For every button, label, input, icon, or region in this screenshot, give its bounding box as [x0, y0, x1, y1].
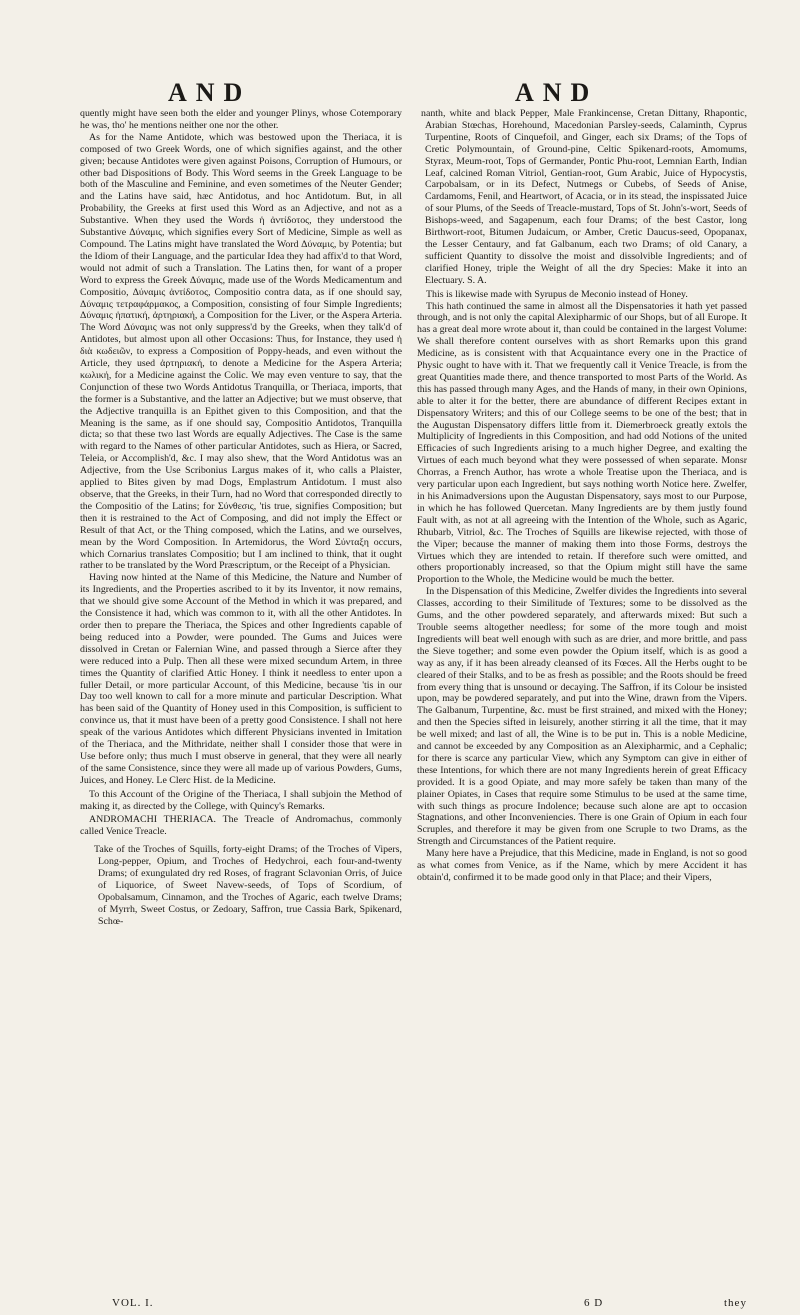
- left-column: [80, 108, 402, 928]
- paragraph: Many here have a Prejudice, that this Medicine, made in England, is not so good as what comes from Venice, as if the Name, which by mere Accident it has obtain'd, confirmed it to be made good only in that Place; and their Vipers,: [417, 848, 747, 883]
- right-column: [417, 108, 747, 884]
- signature-mark: 6 D: [584, 1297, 604, 1309]
- recipe-text: nanth, white and black Pepper, Male Frankincense, Cretan Dittany, Rhapontic, Arabian Stœchas, Horehound, Macedonian Parsley-seeds, Calaminth, Cyprus Turpentine, Roots of Cinquefoil, and Ginger, each six Drams; of the Tops of Cretic Polymountain, of Ground-pine, Celtic Spikenard-roots, Amomums, Styrax, Meum-root, Tops of Germander, Pontic Phu-root, Lemnian Earth, Indian Leaf, calcined Roman Vitriol, Gentian-root, Gum Arabic, Juice of Hypocystis, Carpobalsam, or in its Defect, Nutmegs or Cubebs, of Seeds of Anise, Cardamoms, Fenil, and Heartwort, of Acacia, or in its stead, the inspissated Juice of sour Plums, of the Seeds of Treacle-mustard, Tops of St. John's-wort, Seeds of Bishops-weed, and Sagapenum, each four Drams; of the best Castor, long Birthwort-root, Bitumen Judaicum, or Amber, Cretic Daucus-seed, Opopanax, the Lesser Centaury, and fat Galbanum, each two Drams; of old Canary, a sufficient Quantity to dissolve the moist and dissolvible Ingredients; and of clarified Honey, triple the Weight of all the dry Species: Make it into an Electuary. S. A.: [421, 108, 747, 286]
- recipe-text: Take of the Troches of Squills, forty-eight Drams; of the Troches of Vipers, Long-pepper, Opium, and Troches of Hedychroi, each four-and-twenty Drams; of exungulated dry red Roses, of fragrant Sclavonian Orris, of Juice of Liquorice, of Sweet Navew-seeds, of Tops of Scordium, of Opobalsamum, Cinnamon, and the Troches of Agaric, each twelve Drams; of Myrrh, Sweet Costus, or Zedoary, Saffron, true Cassia Bark, Spikenard, Schœ-: [94, 844, 402, 927]
- paragraph: quently might have seen both the elder and younger Plinys, whose Cotemporary he was, tho' he mentions neither one nor the other.: [80, 108, 402, 131]
- paragraph: In the Dispensation of this Medicine, Zwelfer divides the Ingredients into several Classes, according to their Similitude of Textures; some to be dissolved as the Gums, and the other powdered separately, and afterwards mixed: But such a Trouble seems altogether needless; for some of the more tough and moist Ingredients will beat well enough with such as are drier, and more brittle, and pass the Sieve together; and some even powder the Opium itself, which is as good a way as any, if it has been already cleansed of its Fœces. All the Herbs ought to be cleared of their Stalks, and to be as fresh as possible; and the Roots should be freed from every thing that is unsound or decaying. The Saffron, if its Colour be insisted upon, may be powdered separately, and put into the Wine, drawn from the Vipers. The Galbanum, Turpentine, &c. must be first strained, and mixed with the Honey; and then the Species sifted in leisurely, another stirring it all the time, that it may be well mixed; and last of all, the Wine is to be put in. This is a noble Medicine, and cannot be exceeded by any Composition as an Alexipharmic, and a Cephalic; for there is scarce any particular View, which any Symptom can give in either of these Intentions, for which there are not many Ingredients herein of great Efficacy provided. It is a good Opiate, and may more safely be taken than many of the plainer Opiates, in Cases that require some Stimulus to be used at the same time, with such things as procure Indolence; because such alone are apt to occasion Stagnations, and other Inconveniencies. There is one Grain of Opium in each four Scruples, and therefore it may be given from one Scruple to two Drams, as the Strength and Circumstances of the Patient require.: [417, 586, 747, 848]
- paragraph: To this Account of the Origine of the Theriaca, I shall subjoin the Method of making it, as directed by the College, with Quincy's Remarks.: [80, 788, 402, 812]
- recipe-heading: ANDROMACHI THERIACA. The Treacle of Andromachus, commonly called Venice Treacle.: [80, 814, 402, 838]
- catchword: they: [724, 1297, 747, 1309]
- paragraph: This hath continued the same in almost all the Dispensatories it hath yet passed through, and is not only the capital Alexipharmic of our Shops, but of all Europe. It has a great deal more wrote about it, than could be contained in the largest Volume: We shall therefore content ourselves with as short Remarks upon this grand Medicine, as is consistent with that Acquaintance every one in the Practice of Physic ought to have with it. That we frequently call it Venice Treacle, is from the great Quantities made there, and thence transported to most Parts of the World. As this has passed through many Ages, and the Hands of many, in their own Opinions, able to alter it for the better, there are abundance of different Recipes extant in Dispensatory Writers; and this of our College seems to be one of the best; that in the Augustan Dispensatory differs little from it. Diemerbroeck greatly extols the Multiplicity of Ingredients in this Composition, and had odd Notions of the united Efficacies of such Ingredients arising to a much higher Degree, and exalting the Virtues of each much beyond what they were possessed of when separate. Monsr Chorras, a French Author, has wrote a whole Treatise upon the Theriaca, and is very particular upon each Ingredient, but says nothing worth Notice here. Zwelfer, in his Animadversions upon the Augustan Dispensatory, says most to our Purpose, in which he has followed Quercetan. Many Ingredients are by them justly found Fault with, as not at all agreeing with the Intention of the Whole, such as Agaric, Rhubarb, Vitriol, &c. The Troches of Squills are likewise rejected, with those of the Viper; because the manner of making them into those Forms, destroys the Virtues which they are intended to retain. If therefore such were omitted, and others proportionably increased, so that the Opium might still have the same Proportion to the Whole, the Medicine would be much the better.: [417, 300, 747, 586]
- running-head-left: AND: [168, 78, 252, 107]
- recipe-block: [80, 844, 402, 927]
- volume-number: VOL. I.: [112, 1297, 154, 1309]
- paragraph: This is likewise made with Syrupus de Meconio instead of Honey.: [426, 288, 688, 300]
- paragraph: Having now hinted at the Name of this Medicine, the Nature and Number of its Ingredients, and the Properties ascribed to it by its Inventor, it now remains, that we should give some Account of the Method in which it was prepared, and the Consistence it had, which was common to it, with all the other Antidotes. In order then to prepare the Theriaca, the Spices and other Ingredients capable of being reduced into a Powder, were pounded. The Gums and Juices were dissolved in Cretan or Falernian Wine, and passed through a Sierce after they were reduced into a Pulp. Then all these were mixed secundum Artem, in three times the Quantity of clarified Attic Honey. I think it needless to enter upon a fuller Detail, or more particular Account, of this Medicine, because 'tis in our Day too well known to call for a more minute and particular Description. What has been said of the Quantity of Honey used in this Composition, is sufficient to convince us, that it must have been of a pretty good Consistence. I shall not here speak of the various Antidotes which different Physicians invented in Imitation of the Theriaca, and the Mithridate, neither shall I consider those that were in Use before only; thus much I must observe in general, that they were all nearly of the same Consistence, since they were all made up of various Powders, Gums, Juices, and Honey. Le Clerc Hist. de la Medicine.: [80, 572, 402, 786]
- running-head-right: AND: [515, 78, 599, 107]
- paragraph: As for the Name Antidote, which was bestowed upon the Theriaca, it is composed of two Greek Words, one of which signifies against, and the other given; because Antidotes were given against Poisons, Corruption of Humours, or other bad Dispositions of Body. This Word seems in the Greek Language to be both of the Masculine and Feminine, and even sometimes of the Neuter Gender; and the Latins have said, hæc Antidotus, and hoc Antidotum. But, in all Probability, the Greeks at first used this Word as an Adjective, and not as a Substantive. When they used the Words ἡ ἀντίδοτος, they understood the Substantive Δύναμις, which signifies every Sort of Medicine, Simple as well as Compound. The Latins might have translated the Word Δύναμις, by Potentia; but the Idiom of their Language, and the particular Idea they had affix'd to that Word, would not admit of such a Translation. The Latins then, for want of a proper Word to express the Greek Δύναμις, made use of the Words Medicamentum and Compositio, Δύναμις ἀντίδοτος, Compositio contra data, as if one should say, Δύναμις τετραφάρμακος, a Composition, consisting of four Simple Ingredients; Δύναμις ἡπατική, ἀρτηριακή, a Composition for the Liver, or the Aspera Arteria. The Word Δύναμις was not only suppress'd by the Greeks, when they talk'd of Antidotes, but almost upon all other Occasions: Thus, for Instance, they used ἡ διὰ κωδειῶν, to express a Composition of Poppy-heads, and even without the Article, they used ἀρτηριακή, to denote a Medicine for the Aspera Arteria; κωλική, for a Medicine against the Colic. We may even venture to say, that the Conjunction of these two Words Antidotus Tranquilla, or Theriaca, imports, that the former is a Substantive, and the latter an Adjective; but we must observe, that the Adjective tranquilla is an Epithet given to this Composition, and that the Meaning is the same, as if one should say, Compositio Antidotos, Tranquilla dicta; so that these two last Words are equally Adjectives. The Case is the same with regard to the Names of other particular Antidotes, such as Hiera, or Sacred, Teleia, or Accomplish'd, &c. I may also shew, that the Word Antidotus was an Adjective, from the Use Scribonius Largus makes of it, who calls a Plaister, applied to Bites given by mad Dogs, Emplastrum Antidotum. I must also observe, that the Greeks, in their Turn, had no Word that corresponded directly to the Compositio of the Latins; for Σύνθεσις, 'tis true, signifies Composition; but then it is restrained to the Act of Composing, and did not imply the Effect or Result of that Act, or the Thing composed, which the Latins, and we ourselves, mean by the Word Composition. In Artemidorus, the Word Σύνταξη occurs, which Cornarius translates Compositio; but I am inclined to think, that it ought rather to be translated by the Word Præscriptum, or the Receipt of a Physician.: [80, 131, 402, 572]
